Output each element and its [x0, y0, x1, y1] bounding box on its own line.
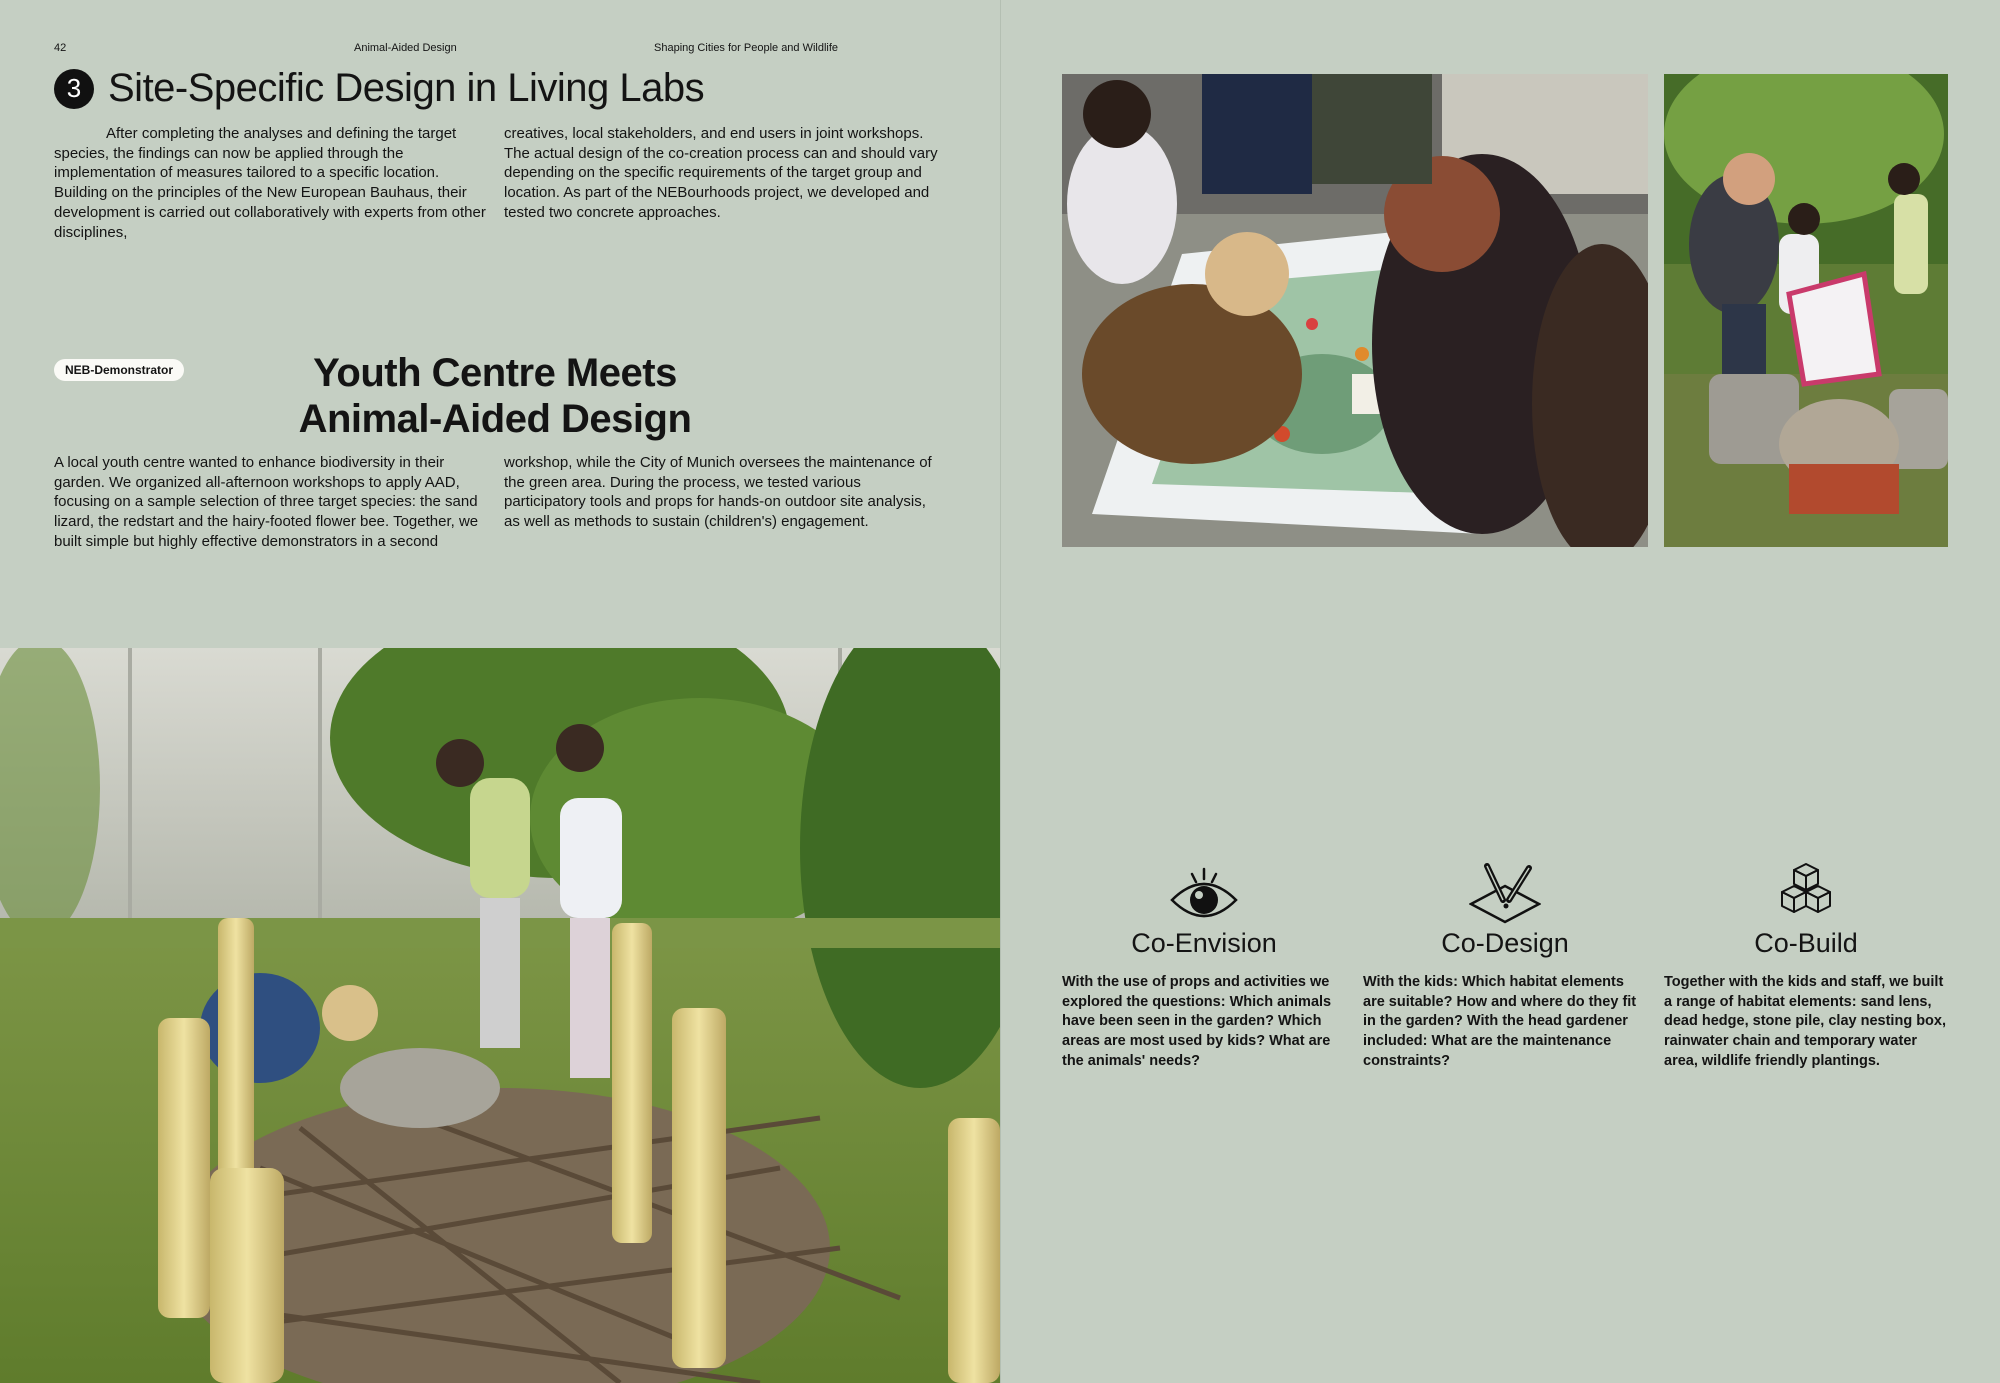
pillar-text: With the use of props and activities we explored the questions: Which animals have been seen in the garden? Which areas are most used by kids? What are the animals' needs?: [1062, 974, 1332, 1069]
garden-workshop-photo: [0, 648, 1000, 1383]
cubes-icon: [1770, 860, 1842, 926]
pencils-on-plan-icon: [1469, 860, 1541, 926]
running-head-subtitle: Shaping Cities for People and Wildlife: [654, 42, 839, 54]
pillar-text: Together with the kids and staff, we built a range of habitat elements: sand lens, dead hedge, stone pile, clay nesting box, rainwater chain and temporary water area, wildlife friendly plantings.: [1664, 974, 1947, 1069]
demonstrator-heading: [200, 350, 790, 442]
eye-icon: [1168, 860, 1240, 926]
intro-column-1: After completing the analyses and defining the target species, the findings can now be applied through the implementation of measures tailored to a specific location. Building on the principles of the New European Bauhaus, their development is carried out collaboratively with experts from other disciplines,: [54, 125, 486, 241]
pillar-co-build: [1664, 860, 1948, 1072]
running-head-title: Animal-Aided Design: [354, 42, 457, 54]
intro-column-2: creatives, local stakeholders, and end users in joint workshops. The actual design of the co-creation process can and should vary depending on the specific requirements of the target group and location. As part of the NEBourhoods project, we developed and tested two concrete approaches.: [504, 125, 938, 221]
demonstrator-heading-line-1: Youth Centre Meets: [313, 351, 677, 395]
section-heading: [54, 66, 704, 111]
building-habitat-photo: [1664, 74, 1948, 547]
pillar-co-design: [1363, 860, 1647, 1072]
pillar-title: Co-Build: [1754, 928, 1858, 958]
pillar-text: With the kids: Which habitat elements are suitable? How and where do they fit in the garden? With the head gardener included: What are the maintenance constraints?: [1363, 974, 1637, 1069]
page-number: 42: [54, 42, 67, 54]
pillar-co-envision: [1062, 860, 1346, 1072]
section-number-badge: 3: [54, 69, 94, 109]
right-page: [1001, 0, 2000, 1383]
planning-table-photo: [1062, 74, 1648, 547]
section-title: Site-Specific Design in Living Labs: [108, 66, 705, 110]
demonstrator-column-2: workshop, while the City of Munich oversees the maintenance of the green area. During the process, we tested various participatory tools and props for hands-on outdoor site analysis, as well as methods to sustain (children's) engagement.: [504, 454, 932, 531]
demonstrator-tag: NEB-Demonstrator: [54, 359, 184, 381]
pillar-title: Co-Envision: [1131, 928, 1277, 958]
demonstrator-heading-line-2: Animal-Aided Design: [298, 397, 692, 441]
demonstrator-column-1: A local youth centre wanted to enhance biodiversity in their garden. We organized all-afternoon workshops to apply AAD, focusing on a sample selection of three target species: the sand lizard, the redstart and the hairy-footed flower bee. Together, we built simple but highly effective demonstrators in a second: [54, 454, 479, 550]
pillar-title: Co-Design: [1441, 928, 1569, 958]
